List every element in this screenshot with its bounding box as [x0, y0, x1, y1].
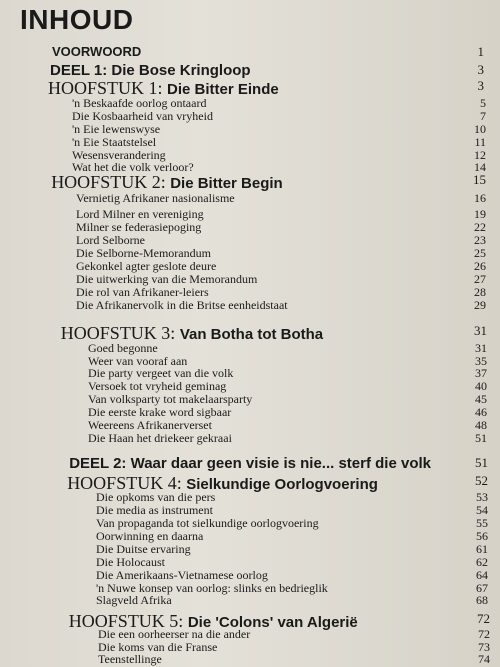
chapter-heading [51, 172, 283, 193]
page-number: 53 [476, 490, 488, 504]
page-number: 68 [476, 593, 488, 607]
section-title: 'n Eie lewenswyse [72, 122, 161, 136]
page-number: 16 [474, 191, 486, 205]
section-title: Wesensverandering [72, 148, 166, 162]
section-title: Die Duitse ervaring [96, 542, 191, 556]
page-number: 64 [476, 568, 488, 582]
page-number: 29 [474, 298, 486, 312]
page-number: 14 [474, 160, 486, 174]
chapter-prefix: HOOFSTUK 3: [60, 323, 180, 343]
section-title: Van propaganda tot sielkundige oorlogvoering [96, 516, 319, 530]
page-number: 73 [478, 640, 490, 654]
chapter-prefix: HOOFSTUK 4: [67, 473, 187, 493]
section-title: Die Afrikanervolk in die Britse eenheidstaat [76, 298, 288, 312]
chapter-prefix: HOOFSTUK 1: [48, 78, 168, 98]
page-number: 45 [475, 392, 487, 406]
page-number: 31 [475, 341, 487, 355]
chapter-prefix: HOOFSTUK 5: [68, 611, 188, 631]
section-title: Lord Selborne [76, 233, 145, 247]
section-title: Die Holocaust [96, 555, 165, 569]
page-number: 35 [475, 354, 487, 368]
page-number: 3 [477, 62, 484, 77]
chapter-title: Sielkundige Oorlogvoering [186, 476, 378, 493]
part-heading: DEEL 1: Die Bose Kringloop [50, 62, 251, 79]
page-number: 26 [474, 259, 486, 273]
page-number: 61 [476, 542, 488, 556]
chapter-title: Die Bitter Begin [170, 175, 283, 192]
page-number: 40 [475, 379, 487, 393]
section-title: Die koms van die Franse [98, 640, 218, 654]
section-title: Die eerste krake word sigbaar [88, 405, 232, 419]
section-title: Die Selborne-Memorandum [76, 246, 211, 260]
voorwoord-heading: VOORWOORD [52, 44, 142, 59]
section-title: Weer van vooraf aan [88, 354, 188, 368]
page-number: 51 [475, 431, 487, 445]
section-title: Gekonkel agter geslote deure [76, 259, 217, 273]
section-title: Die uitwerking van die Memorandum [76, 272, 258, 286]
page-number: 5 [480, 96, 486, 110]
section-title: Teenstellinge [98, 652, 162, 666]
page-number: 52 [475, 473, 488, 488]
page-number: 54 [476, 503, 488, 517]
section-title: Van volksparty tot makelaarsparty [88, 392, 253, 406]
section-title: 'n Beskaafde oorlog ontaard [72, 96, 207, 110]
page-number: 28 [474, 285, 486, 299]
section-title: Die media as instrument [96, 503, 213, 517]
page-number: 15 [473, 172, 486, 187]
page-number: 1 [477, 44, 484, 59]
chapter-prefix: HOOFSTUK 2: [51, 172, 171, 192]
page-number: 48 [475, 418, 487, 432]
page-number: 74 [478, 652, 490, 666]
page-number: 55 [476, 516, 488, 530]
page-number: 25 [474, 246, 486, 260]
page-number: 11 [474, 135, 486, 149]
section-title: Milner se federasiepoging [76, 220, 202, 234]
page-number: 72 [477, 611, 490, 626]
part-heading: DEEL 2: Waar daar geen visie is nie... sterf die volk [69, 455, 431, 472]
section-title: Vernietig Afrikaner nasionalisme [76, 191, 235, 205]
page-number: 51 [475, 455, 488, 470]
page-number: 56 [476, 529, 488, 543]
section-title: Versoek tot vryheid geminag [88, 379, 227, 393]
page-number: 10 [474, 122, 486, 136]
page-number: 62 [476, 555, 488, 569]
chapter-title: Van Botha tot Botha [179, 326, 324, 343]
section-title: Oorwinning en daarna [96, 529, 204, 543]
section-title: Weereens Afrikanerverset [88, 418, 212, 432]
page-number: 12 [474, 148, 486, 162]
section-title: Goed begonne [88, 341, 158, 355]
section-title: Die party vergeet van die volk [88, 366, 234, 380]
section-title: 'n Nuwe konsep van oorlog: slinks en bedrieglik [96, 581, 328, 595]
section-title: Slagveld Afrika [96, 593, 172, 607]
chapter-title: Die 'Colons' van Algerië [187, 614, 358, 631]
section-title: Wat het die volk verloor? [72, 160, 194, 174]
page-number: 23 [474, 233, 486, 247]
section-title: Die een oorheerser na die ander [98, 627, 251, 641]
page-number: 22 [474, 220, 486, 234]
page-number: 67 [476, 581, 488, 595]
page-number: 27 [474, 272, 486, 286]
page-number: 37 [475, 366, 487, 380]
section-title: Die rol van Afrikaner-leiers [76, 285, 209, 299]
section-title: Die Kosbaarheid van vryheid [72, 109, 213, 123]
page-number: 31 [474, 323, 487, 338]
section-title: Die Amerikaans-Vietnamese oorlog [96, 568, 268, 582]
section-title: Die opkoms van die pers [96, 490, 216, 504]
page-number: 3 [477, 78, 484, 93]
section-title: Lord Milner en vereniging [76, 207, 204, 221]
page-number: 19 [474, 207, 486, 221]
page-number: 46 [475, 405, 487, 419]
page-number: 7 [480, 109, 486, 123]
page-number: 72 [478, 627, 490, 641]
section-title: Die Haan het driekeer gekraai [88, 431, 232, 445]
chapter-title: Die Bitter Einde [167, 81, 279, 98]
section-title: 'n Eie Staatstelsel [72, 135, 157, 149]
page-title: INHOUD [20, 4, 134, 35]
